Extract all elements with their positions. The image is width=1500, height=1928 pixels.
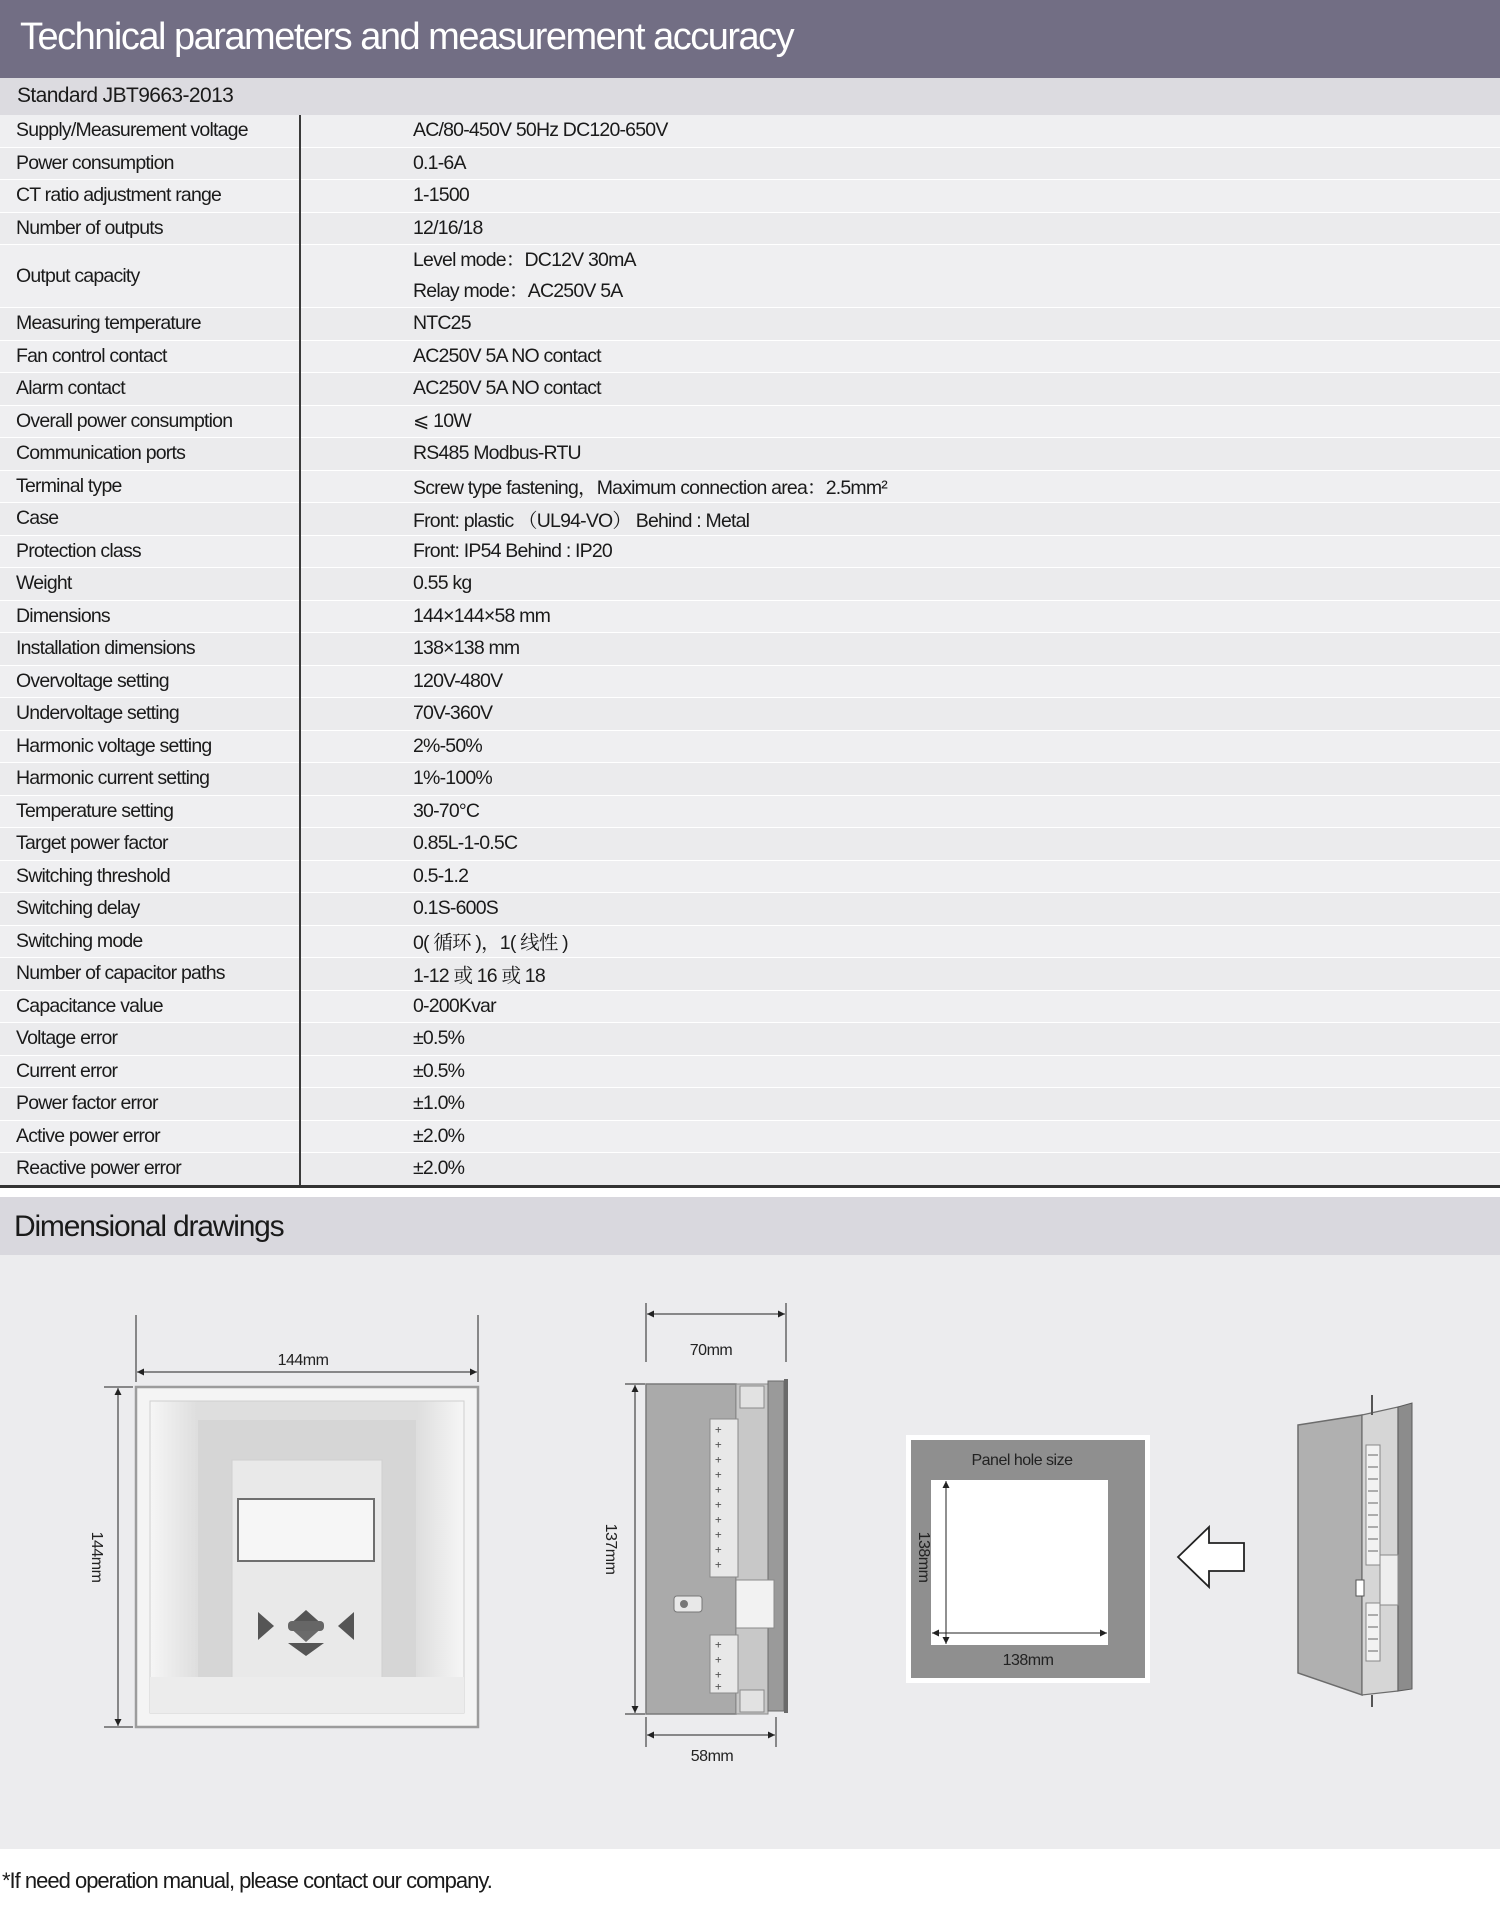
spec-label: Power consumption: [0, 147, 300, 180]
spec-label: Weight: [0, 568, 300, 601]
spec-row: [0, 1120, 1500, 1153]
spec-label: Harmonic voltage setting: [0, 730, 300, 763]
page-title: Technical parameters and measurement accuracy: [20, 16, 794, 58]
spec-value: 0.55 kg: [300, 568, 1500, 601]
spec-value: ±2.0%: [300, 1153, 1500, 1187]
front-view-drawing: [88, 1315, 478, 1727]
spec-label: Case: [0, 503, 300, 536]
spec-value: 0.5-1.2: [300, 860, 1500, 893]
insert-arrow-icon: [1178, 1527, 1244, 1587]
spec-row: [0, 698, 1500, 731]
spec-row: [0, 245, 1500, 308]
svg-text:+: +: [715, 1483, 722, 1496]
footnote: *If need operation manual, please contact our company.: [2, 1868, 492, 1893]
spec-label: Number of capacitor paths: [0, 958, 300, 991]
standard-bar: [0, 78, 1500, 115]
spec-value: 1-1500: [300, 180, 1500, 213]
spec-row: [0, 925, 1500, 958]
spec-value: 0-200Kvar: [300, 990, 1500, 1023]
spec-row: [0, 438, 1500, 471]
spec-value: [300, 245, 1500, 308]
spec-row: [0, 795, 1500, 828]
spec-label: Harmonic current setting: [0, 763, 300, 796]
spec-value-line: Relay mode：AC250V 5A: [413, 280, 623, 302]
spec-value: 0.1-6A: [300, 147, 1500, 180]
svg-text:+: +: [715, 1653, 722, 1666]
spec-value: 0( 循环 )，1( 线性 ): [300, 925, 1500, 958]
spec-row: [0, 1153, 1500, 1187]
header-bar: [0, 0, 1500, 78]
spec-table: [0, 115, 1500, 1188]
panel-hole-title: Panel hole size: [971, 1452, 1073, 1469]
spec-label: Fan control contact: [0, 340, 300, 373]
spec-value: Front: IP54 Behind : IP20: [300, 535, 1500, 568]
spec-value: Screw type fastening，Maximum connection area：2.5mm²: [300, 470, 1500, 503]
spec-row: [0, 730, 1500, 763]
spec-value: 120V-480V: [300, 665, 1500, 698]
spec-value: 1-12 或 16 或 18: [300, 958, 1500, 991]
spec-label: Output capacity: [0, 245, 300, 308]
spec-row: [0, 470, 1500, 503]
spec-row: [0, 373, 1500, 406]
panel-hole-height-label: 138mm: [915, 1531, 932, 1583]
spec-value: 2%-50%: [300, 730, 1500, 763]
spec-value: ⩽ 10W: [300, 405, 1500, 438]
spec-row: [0, 147, 1500, 180]
spec-row: [0, 1088, 1500, 1121]
spec-label: Power factor error: [0, 1088, 300, 1121]
spec-row: [0, 308, 1500, 341]
spec-label: Switching delay: [0, 893, 300, 926]
spec-label: Measuring temperature: [0, 308, 300, 341]
spec-row: [0, 958, 1500, 991]
svg-text:+: +: [715, 1423, 722, 1436]
spec-value: ±0.5%: [300, 1023, 1500, 1056]
spec-label: Supply/Measurement voltage: [0, 115, 300, 147]
drawings-header: [0, 1197, 1500, 1255]
front-width-label: 144mm: [277, 1352, 329, 1369]
spec-value: AC250V 5A NO contact: [300, 373, 1500, 406]
spec-row: [0, 665, 1500, 698]
side-height-label: 137mm: [602, 1523, 619, 1575]
spec-label: Dimensions: [0, 600, 300, 633]
spec-row: [0, 633, 1500, 666]
spec-row: [0, 1023, 1500, 1056]
svg-text:+: +: [715, 1468, 722, 1481]
svg-text:+: +: [715, 1668, 722, 1681]
spec-label: Undervoltage setting: [0, 698, 300, 731]
spec-row: [0, 600, 1500, 633]
spec-label: CT ratio adjustment range: [0, 180, 300, 213]
spec-value: AC/80-450V 50Hz DC120-650V: [300, 115, 1500, 147]
dimensional-drawings: [0, 1255, 1500, 1849]
spec-value: ±0.5%: [300, 1055, 1500, 1088]
spec-row: [0, 535, 1500, 568]
spec-row: [0, 503, 1500, 536]
spec-row: [0, 180, 1500, 213]
spec-label: Installation dimensions: [0, 633, 300, 666]
spec-row: [0, 990, 1500, 1023]
spec-label: Switching threshold: [0, 860, 300, 893]
spec-label: Terminal type: [0, 470, 300, 503]
spec-value: 70V-360V: [300, 698, 1500, 731]
svg-text:+: +: [715, 1528, 722, 1541]
spec-value-line: Level mode：DC12V 30mA: [413, 249, 636, 271]
spec-row: [0, 405, 1500, 438]
svg-text:+: +: [715, 1680, 722, 1693]
spec-value: 30-70°C: [300, 795, 1500, 828]
panel-hole-width-label: 138mm: [1002, 1652, 1054, 1669]
spec-label: Target power factor: [0, 828, 300, 861]
drawings-svg: [0, 1255, 1500, 1849]
front-height-label: 144mm: [88, 1531, 105, 1583]
svg-text:+: +: [715, 1513, 722, 1526]
svg-text:+: +: [715, 1543, 722, 1556]
spec-value: 144×144×58 mm: [300, 600, 1500, 633]
spec-label: Overall power consumption: [0, 405, 300, 438]
spec-label: Temperature setting: [0, 795, 300, 828]
spec-row: [0, 212, 1500, 245]
spec-row: [0, 1055, 1500, 1088]
standard-label: Standard JBT9663-2013: [17, 84, 234, 107]
spec-label: Communication ports: [0, 438, 300, 471]
svg-text:+: +: [715, 1498, 722, 1511]
spec-row: [0, 893, 1500, 926]
spec-label: Reactive power error: [0, 1153, 300, 1187]
svg-text:+: +: [715, 1453, 722, 1466]
spec-label: Voltage error: [0, 1023, 300, 1056]
spec-row: [0, 115, 1500, 147]
side-view-drawing: [602, 1303, 788, 1765]
spec-row: [0, 763, 1500, 796]
device-perspective-drawing: [1298, 1395, 1412, 1707]
spec-value: 138×138 mm: [300, 633, 1500, 666]
spec-label: Alarm contact: [0, 373, 300, 406]
drawings-title: Dimensional drawings: [14, 1210, 284, 1243]
spec-value: AC250V 5A NO contact: [300, 340, 1500, 373]
svg-text:+: +: [715, 1558, 722, 1571]
spec-value: 0.1S-600S: [300, 893, 1500, 926]
spec-value: ±1.0%: [300, 1088, 1500, 1121]
spec-value: NTC25: [300, 308, 1500, 341]
spec-label: Overvoltage setting: [0, 665, 300, 698]
spec-label: Switching mode: [0, 925, 300, 958]
svg-text:+: +: [715, 1438, 722, 1451]
spec-label: Capacitance value: [0, 990, 300, 1023]
spec-label: Current error: [0, 1055, 300, 1088]
spec-value: Front: plastic （UL94-VO） Behind : Metal: [300, 503, 1500, 536]
spec-value: 1%-100%: [300, 763, 1500, 796]
spec-row: [0, 828, 1500, 861]
spec-label: Number of outputs: [0, 212, 300, 245]
panel-hole-drawing: [906, 1435, 1150, 1683]
spec-label: Active power error: [0, 1120, 300, 1153]
svg-text:+: +: [715, 1638, 722, 1651]
spec-value: 0.85L-1-0.5C: [300, 828, 1500, 861]
side-top-label: 70mm: [689, 1342, 733, 1359]
spec-value: RS485 Modbus-RTU: [300, 438, 1500, 471]
spec-row: [0, 568, 1500, 601]
side-bottom-label: 58mm: [690, 1748, 734, 1765]
spec-value: ±2.0%: [300, 1120, 1500, 1153]
spec-value: 12/16/18: [300, 212, 1500, 245]
spec-label: Protection class: [0, 535, 300, 568]
spec-row: [0, 860, 1500, 893]
spec-row: [0, 340, 1500, 373]
